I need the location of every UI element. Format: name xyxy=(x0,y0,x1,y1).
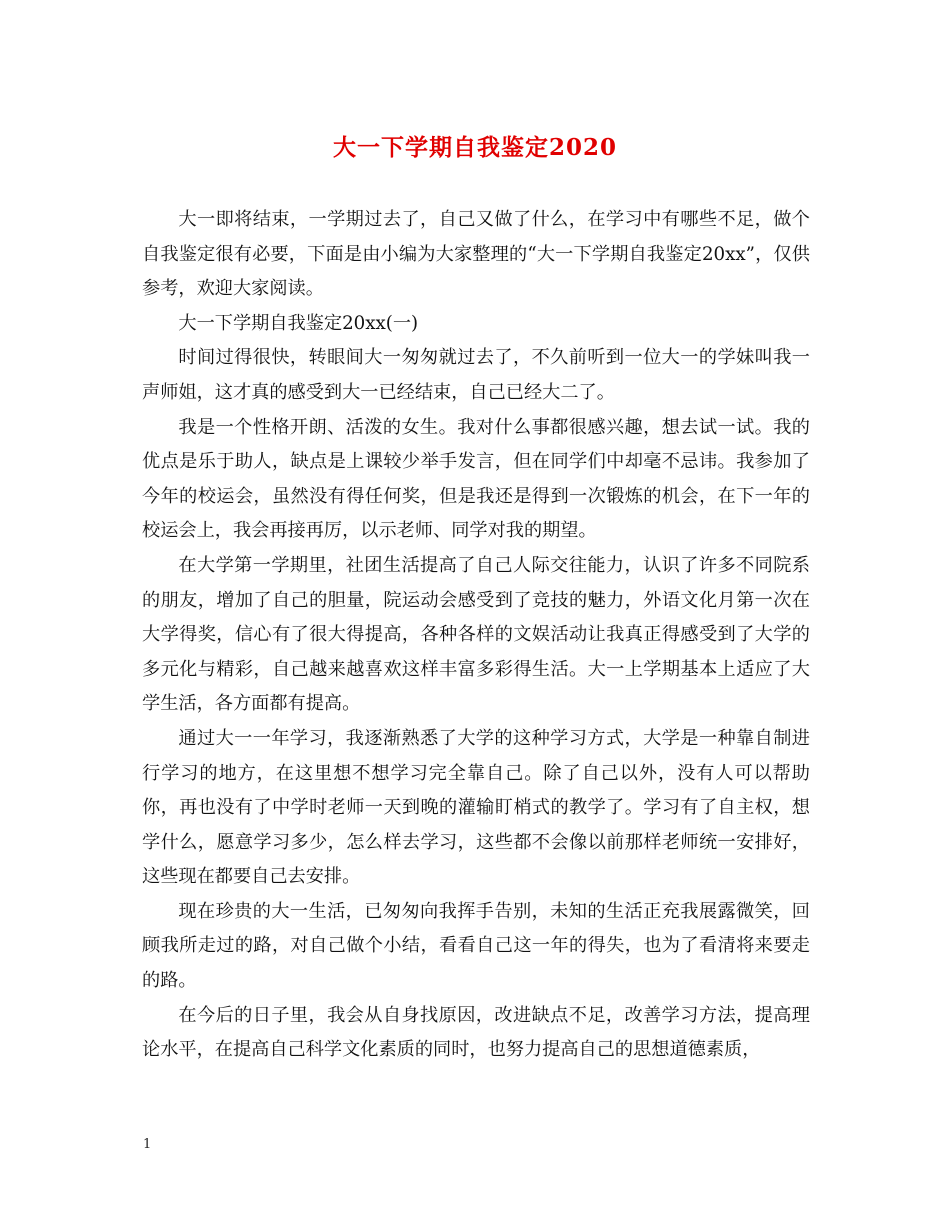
page-number: 1 xyxy=(143,1137,152,1152)
paragraph: 我是一个性格开朗、活泼的女生。我对什么事都很感兴趣，想去试一试。我的优点是乐于助人，缺点是上课较少举手发言，但在同学们中却毫不忌讳。我参加了今年的校运会，虽然没有得任何奖，但是我还是得到一次锻炼的机会，在下一年的校运会上，我会再接再厉，以示老师、同学对我的期望。 xyxy=(142,416,810,542)
paragraph: 时间过得很快，转眼间大一匆匆就过去了，不久前听到一位大一的学妹叫我一声师姐，这才真的感受到大一已经结束，自己已经大二了。 xyxy=(142,347,810,403)
document-body xyxy=(142,203,810,1068)
document-title: 大一下学期自我鉴定2020 xyxy=(332,134,617,161)
paragraph: 在今后的日子里，我会从自身找原因，改进缺点不足，改善学习方法，提高理论水平，在提高自己科学文化素质的同时，也努力提高自己的思想道德素质， xyxy=(142,1004,810,1061)
paragraph: 通过大一一年学习，我逐渐熟悉了大学的这种学习方式，大学是一种靠自制进行学习的地方，在这里想不想学习完全靠自己。除了自己以外，没有人可以帮助你，再也没有了中学时老师一天到晚的灌输盯梢式的教学了。学习有了自主权，想学什么，愿意学习多少，怎么样去学习，这些都不会像以前那样老师统一安排好，这些现在都要自己去安排。 xyxy=(142,727,810,888)
paragraph: 现在珍贵的大一生活，已匆匆向我挥手告别，未知的生活正充我展露微笑，回顾我所走过的路，对自己做个小结，看看自己这一年的得失，也为了看清将来要走的路。 xyxy=(142,900,810,992)
section-heading: 大一下学期自我鉴定20xx(一) xyxy=(178,312,419,334)
paragraph: 在大学第一学期里，社团生活提高了自己人际交往能力，认识了许多不同院系的朋友，增加了自己的胆量，院运动会感受到了竞技的魅力，外语文化月第一次在大学得奖，信心有了很大得提高，各种各样的文娱活动让我真正得感受到了大学的多元化与精彩，自己越来越喜欢这样丰富多彩得生活。大一上学期基本上适应了大学生活，各方面都有提高。 xyxy=(142,554,810,715)
paragraph-intro: 大一即将结束，一学期过去了，自己又做了什么，在学习中有哪些不足，做个自我鉴定很有必要，下面是由小编为大家整理的“大一下学期自我鉴定20xx”，仅供参考，欢迎大家阅读。 xyxy=(142,209,810,300)
